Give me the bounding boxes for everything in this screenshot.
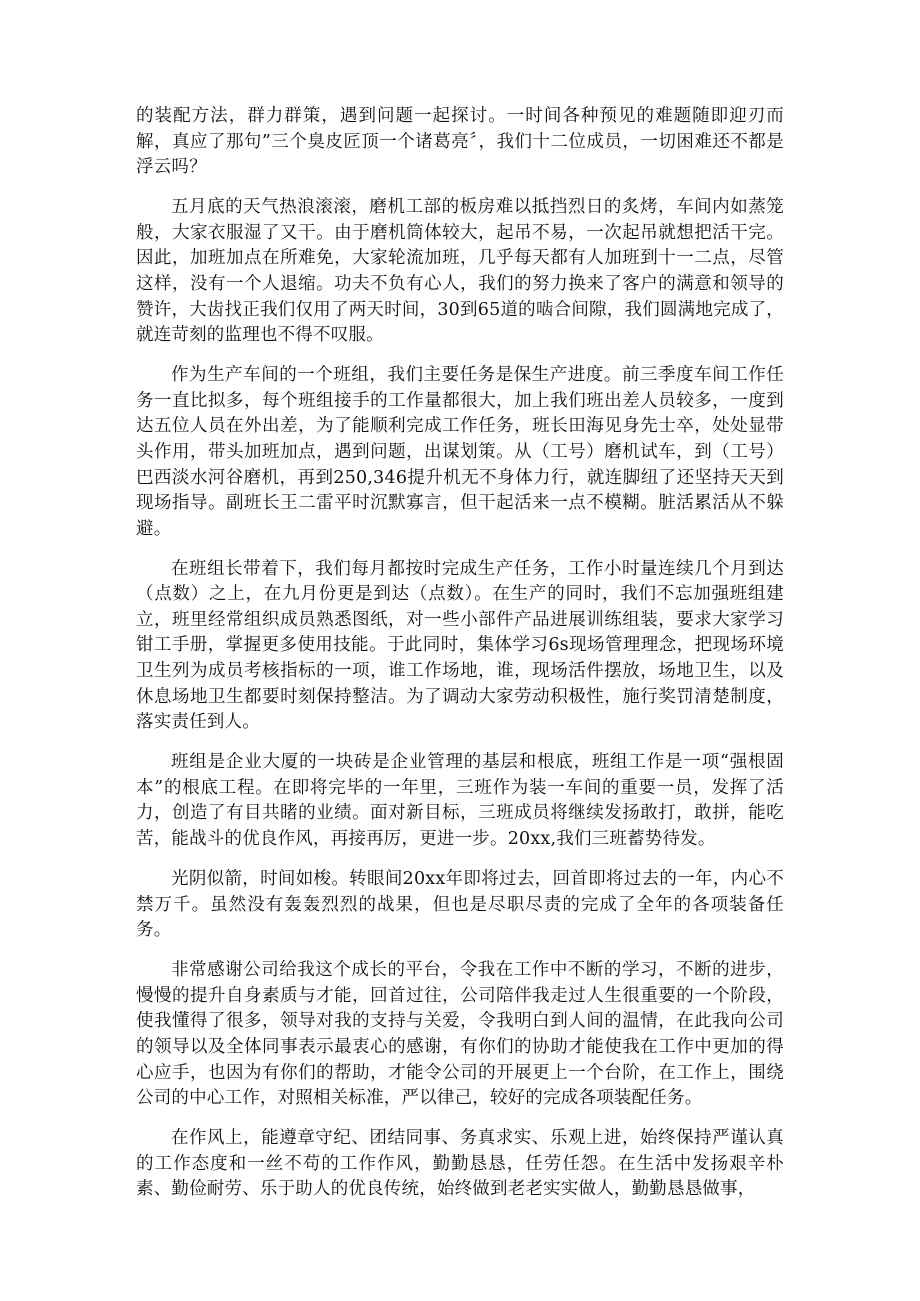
paragraph-5: 班组是企业大厦的一块砖是企业管理的基层和根底，班组工作是一项“强根固本”的根底工程。在即将完毕的一年里，三班作为装一车间的重要一员，发挥了活力，创造了有目共睹的业绩。面对新目标，三班成员将继续发扬敢打，敢拼，能吃苦，能战斗的优良作风，再接再厉，更进一步。20xx,我们三班蓄势待发。 (136, 752, 784, 849)
paragraph-4: 在班组长带着下，我们每月都按时完成生产任务，工作小时量连续几个月到达（点数）之上，在九月份更是到达（点数）。在生产的同时，我们不忘加强班组建立，班里经常组织成员熟悉图纸，对一些小部件产品进展训练组装，要求大家学习钳工手册，掌握更多使用技能。于此同时，集体学习6s现场管理理念，把现场环境卫生列为成员考核指标的一项，谁工作场地，谁，现场活件摆放，场地卫生，以及休息场地卫生都要时刻保持整洁。为了调动大家劳动积极性，施行奖罚清楚制度，落实责任到人。 (136, 558, 784, 733)
paragraph-2: 五月底的天气热浪滚滚，磨机工部的板房难以抵挡烈日的炙烤，车间内如蒸笼般，大家衣服湿了又干。由于磨机筒体较大，起吊不易，一次起吊就想把活干完。因此，加班加点在所难免，大家轮流加班，几乎每天都有人加班到十一二点，尽管这样，没有一个人退缩。功夫不负有心人，我们的努力换来了客户的满意和领导的赞许，大齿找正我们仅用了两天时间，30到65道的啮合间隙，我们圆满地完成了，就连苛刻的监理也不得不叹服。 (136, 197, 784, 346)
paragraph-3: 作为生产车间的一个班组，我们主要任务是保生产进度。前三季度车间工作任务一直比拟多，每个班组接手的工作量都很大，加上我们班出差人员较多，一度到达五位人员在外出差，为了能顺利完成工作任务，班长田海见身先士卒，处处显带头作用，带头加班加点，遇到问题，出谋划策。从（工号）磨机试车，到（工号）巴西淡水河谷磨机，再到250,346提升机无不身体力行，就连脚纽了还坚持天天到现场指导。副班长王二雷平时沉默寡言，但干起活来一点不模糊。脏活累活从不躲避。 (136, 365, 784, 539)
paragraph-7: 非常感谢公司给我这个成长的平台，令我在工作中不断的学习，不断的进步，慢慢的提升自身素质与才能，回首过往，公司陪伴我走过人生很重要的一个阶段，使我懂得了很多，领导对我的支持与关爱，令我明白到人间的温情，在此我向公司的领导以及全体同事表示最衷心的感谢，有你们的协助才能使我在工作中更加的得心应手，也因为有你们的帮助，才能令公司的开展更上一个台阶，在工作上，围绕公司的中心工作，对照相关标准，严以律己，较好的完成各项装配任务。 (136, 960, 784, 1109)
paragraph-1: 的装配方法，群力群策，遇到问题一起探讨。一时间各种预见的难题随即迎刃而解，真应了那句”三个臭皮匠顶一个诸葛亮〞，我们十二位成员，一切困难还不都是浮云吗？ (136, 106, 784, 178)
paragraph-6: 光阴似箭，时间如梭。转眼间20xx年即将过去，回首即将过去的一年，内心不禁万千。虽然没有轰轰烈烈的战果，但也是尽职尽责的完成了全年的各项装备任务。 (136, 868, 784, 941)
document-body (136, 104, 784, 1217)
paragraph-8: 在作风上，能遵章守纪、团结同事、务真求实、乐观上进，始终保持严谨认真的工作态度和一丝不苟的工作作风，勤勤恳恳，任劳任怨。在生活中发扬艰辛朴素、勤俭耐劳、乐于助人的优良传统，始终做到老老实实做人，勤勤恳恳做事， (136, 1128, 784, 1200)
